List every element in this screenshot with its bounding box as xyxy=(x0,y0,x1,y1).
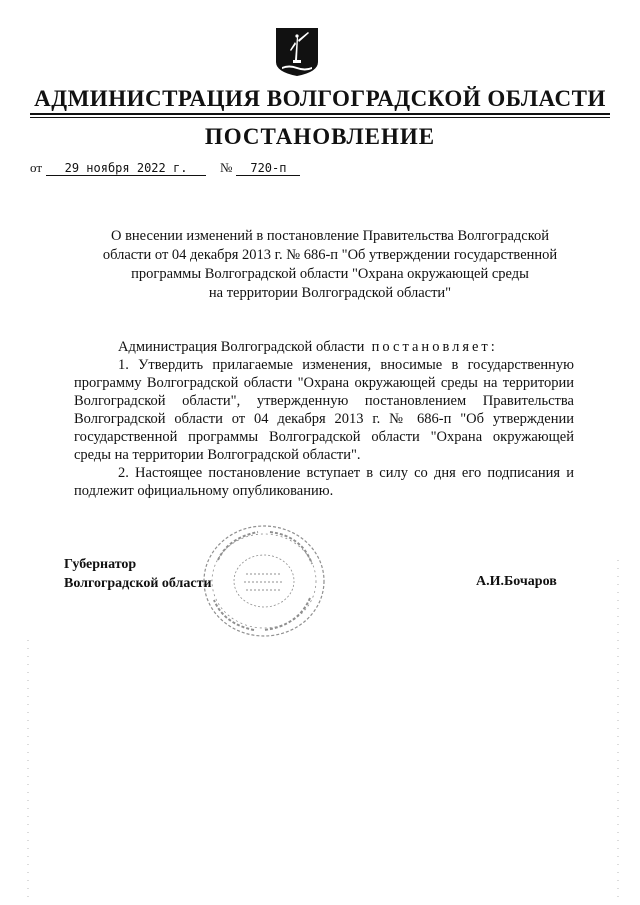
date-label: от xyxy=(30,160,43,175)
resolution-item-2: 2. Настоящее постановление вступает в силу со дня его подписания и подлежит официальному опубликованию. xyxy=(74,465,574,499)
document-type-title: ПОСТАНОВЛЕНИЕ xyxy=(204,124,436,149)
subject-line: программы Волгоградской области "Охрана окружающей среды xyxy=(131,266,529,282)
number-label: № xyxy=(220,160,233,175)
subject-line: области от 04 декабря 2013 г. № 686-п "Об утверждении государственной xyxy=(102,247,558,263)
resolution-item-1: 1. Утвердить прилагаемые изменения, вносимые в государственную программу Волгоградской области "Охрана окружающей среды на территории Волгоградской области", утвержденную постановлением Правительства Волгоградской области от 04 декабря 2013 г. № 686-п "Об утверждении государственной программы Волгоградской области "Охрана окружающей среды на территории Волгоградской области". xyxy=(74,357,574,463)
position-line: Волгоградской области xyxy=(64,576,212,591)
document-number: 720-п xyxy=(236,161,300,176)
signatory-name: А.И.Бочаров xyxy=(476,574,557,589)
organization-title: АДМИНИСТРАЦИЯ ВОЛГОГРАДСКОЙ ОБЛАСТИ xyxy=(34,86,606,111)
intro-text: Администрация Волгоградской области xyxy=(118,339,365,355)
document-date: 29 ноября 2022 г. xyxy=(46,161,206,176)
position-line: Губернатор xyxy=(64,557,137,572)
intro-verb: постановляет: xyxy=(371,339,498,355)
subject-line: на территории Волгоградской области" xyxy=(208,285,452,301)
subject-line: О внесении изменений в постановление Правительства Волгоградской xyxy=(110,228,550,244)
